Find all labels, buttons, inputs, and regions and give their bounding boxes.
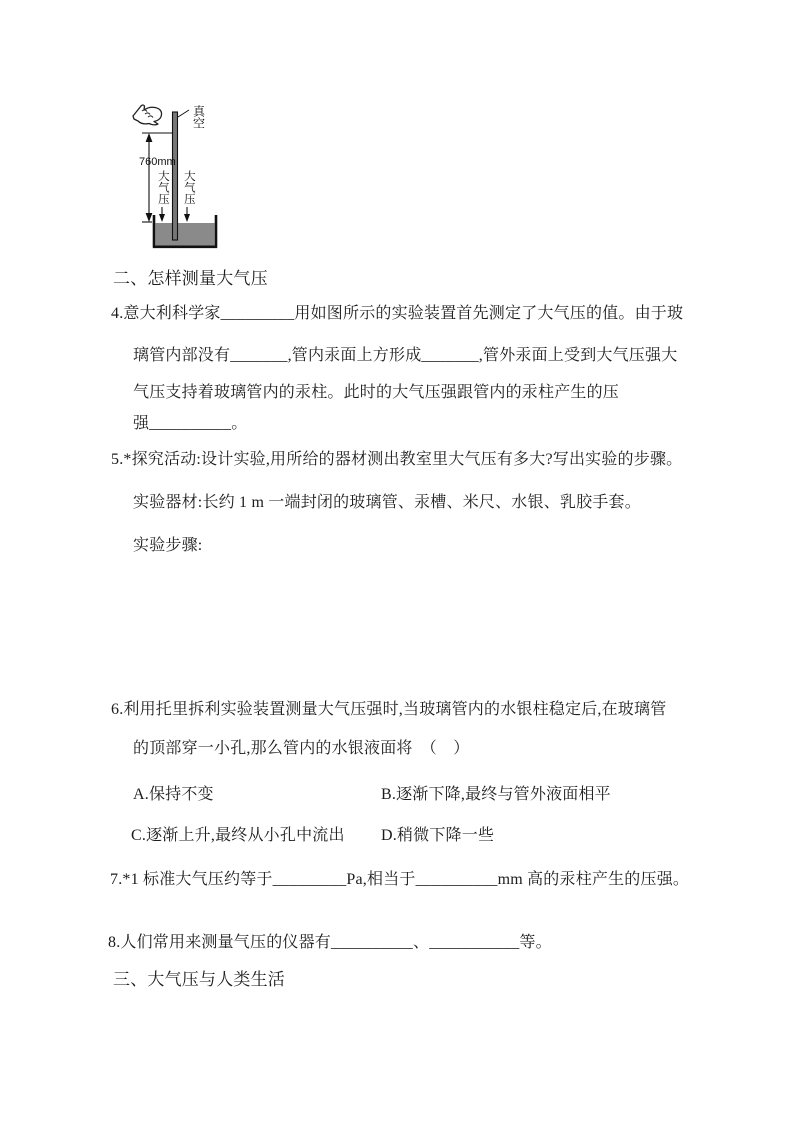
- height-760mm-label: 760mm: [139, 156, 176, 168]
- question-8-line-1: 8.人们常用来测量气压的仪器有__________、___________等。: [108, 934, 552, 951]
- question-6-line-1: 6.利用托里拆利实验装置测量大气压强时,当玻璃管内的水银柱稳定后,在玻璃管: [111, 701, 667, 718]
- hand-icon: [130, 100, 166, 128]
- question-6-option-b: B.逐渐下降,最终与管外液面相平: [381, 786, 611, 803]
- question-7-line-1: 7.*1 标准大气压约等于_________Pa,相当于__________mm 高的汞柱产生的压强。: [110, 871, 690, 888]
- measure-arrow-up-head: [146, 133, 153, 142]
- pressure-arrow-left-head: [159, 214, 165, 222]
- question-4-line-3: 气压支持着玻璃管内的汞柱。此时的大气压强跟管内的汞柱产生的压: [133, 384, 620, 401]
- question-5-materials: 实验器材:长约 1 m 一端封闭的玻璃管、汞槽、米尺、水银、乳胶手套。: [133, 494, 641, 511]
- question-5-steps-label: 实验步骤:: [133, 537, 203, 554]
- question-4-line-2: 璃管内部没有_______,管内汞面上方形成_______,管外汞面上受到大气压强大: [133, 347, 678, 364]
- section-3-heading: 三、大气压与人类生活: [113, 970, 285, 989]
- question-5-line-1: 5.*探究活动:设计实验,用所给的器材测出教室里大气压有多大?写出实验的步骤。: [111, 451, 683, 468]
- question-4-line-1: 4.意大利科学家_________用如图所示的实验装置首先测定了大气压的值。由于玻: [111, 305, 684, 322]
- glass-tube: [173, 112, 178, 240]
- question-6-option-c: C.逐渐上升,最终从小孔中流出: [131, 827, 345, 844]
- question-6-option-d: D.稍微下降一些: [381, 827, 495, 844]
- torricelli-figure: [130, 100, 230, 250]
- pressure-label-right: 大气压: [182, 170, 195, 205]
- question-6-option-a: A.保持不变: [133, 786, 214, 803]
- question-4-line-4: 强__________。: [133, 415, 248, 432]
- measure-arrow-down-head: [146, 213, 153, 222]
- vacuum-pointer-line: [178, 110, 189, 117]
- pressure-label-left: 大气压: [156, 170, 169, 205]
- question-6-line-2: 的顶部穿一小孔,那么管内的水银液面将 （ ）: [133, 740, 470, 757]
- pressure-arrow-right-head: [184, 214, 190, 222]
- mercury-pool: [156, 223, 215, 247]
- section-2-heading: 二、怎样测量大气压: [113, 269, 268, 288]
- vacuum-label: 真空: [191, 105, 206, 129]
